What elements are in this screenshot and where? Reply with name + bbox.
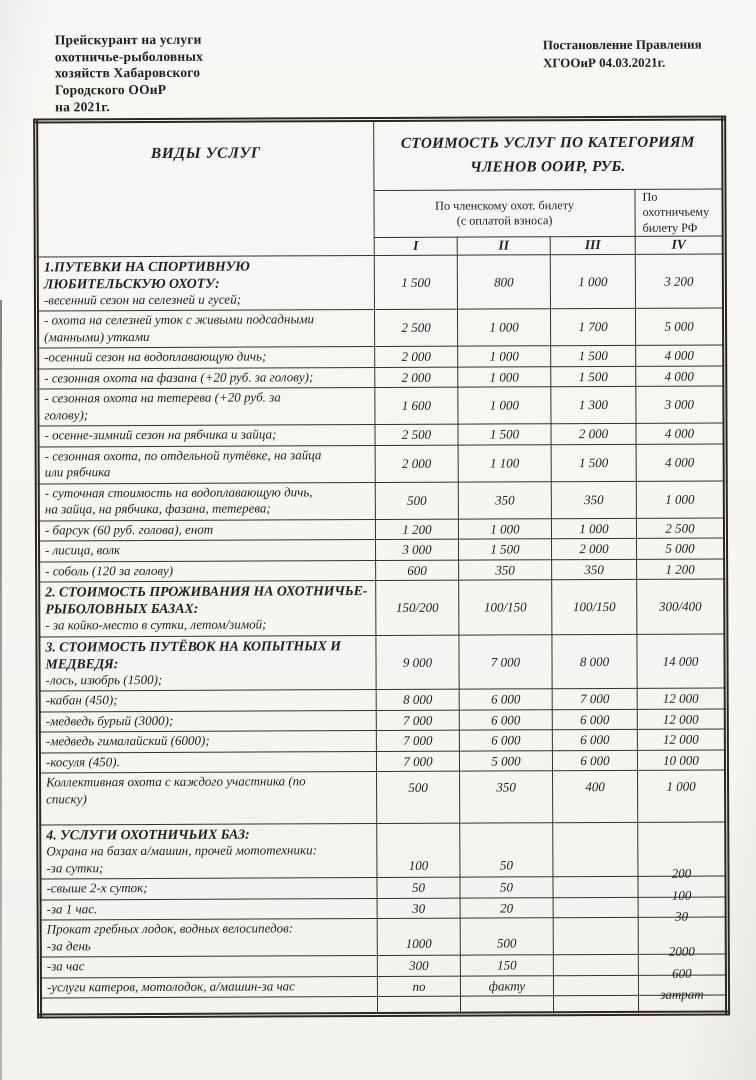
service-cell — [39, 898, 377, 920]
resolution-line: Постановление Правления — [542, 36, 702, 53]
price-cell-category-4: затрат — [638, 975, 727, 996]
price-cell-category-3: 1 500 — [551, 366, 636, 387]
price-cell-category-1: 2 000 — [375, 445, 458, 482]
price-cell-category-1: 1 600 — [375, 387, 458, 424]
price-table-header — [36, 118, 725, 257]
price-table — [33, 115, 730, 1018]
price-cell-category-4: 5 000 — [635, 308, 724, 345]
service-cell — [39, 997, 377, 1016]
table-row — [37, 444, 725, 484]
service-description: -свыше 2-х суток; — [46, 880, 148, 896]
cost-header-line: СТОИМОСТЬ УСЛУГ ПО КАТЕГОРИЯМ — [400, 134, 695, 153]
member-ticket-group-header — [374, 189, 635, 237]
service-cell — [38, 635, 376, 691]
price-cell-category-2: 1 000 — [457, 309, 550, 346]
price-cell-category-3: 1 500 — [551, 444, 636, 481]
service-cell — [37, 425, 375, 447]
price-cell-category-4: 1 000 — [638, 770, 727, 822]
member-ticket-line: (с оплатой взноса) — [456, 213, 553, 228]
price-cell-category-3: 7 000 — [552, 689, 637, 710]
price-cell-category-3: 6 000 — [552, 709, 637, 730]
resolution-note — [543, 36, 702, 72]
price-cell-category-2: факту — [460, 975, 553, 996]
price-cell-category-3: 350 — [552, 559, 637, 580]
price-cell-category-2: 20 — [460, 897, 553, 918]
price-cell-category-3 — [553, 996, 638, 1014]
service-description: - сезонная охота на фазана (+20 руб. за голову); — [44, 369, 314, 386]
table-row — [39, 822, 727, 879]
service-description: - барсук (60 руб. голова), енот — [44, 521, 214, 538]
price-cell-category-1: 1000 — [377, 918, 460, 955]
service-description: - за койко-место в сутки, летом/зимой; — [45, 616, 267, 633]
service-cell — [38, 540, 376, 562]
document-title — [55, 32, 204, 116]
service-description: Коллективная охота с каждого участника (по списку) — [46, 773, 306, 807]
price-cell-category-1: 3 000 — [375, 539, 458, 560]
price-cell-category-2: 1 500 — [458, 424, 551, 445]
price-cell-category-1: 2 000 — [375, 346, 458, 367]
price-cell-category-3: 1 000 — [550, 254, 635, 309]
service-cell — [37, 367, 375, 389]
rf-ticket-group-header — [635, 189, 724, 236]
service-description: Прокат гребных лодок, водных велосипедов: -за день — [46, 920, 294, 954]
col-header-category-2: II — [457, 236, 550, 254]
service-description: - осенне-зимний сезон на рябчика и зайца; — [44, 426, 277, 443]
service-cell — [39, 878, 377, 900]
price-cell-category-2: 100/150 — [459, 580, 552, 635]
col-header-category-4: IV — [635, 236, 724, 254]
price-cell-category-1: 2 500 — [374, 309, 457, 346]
document-title-line: охотничье-рыболовных — [54, 48, 204, 65]
price-cell-category-3 — [553, 823, 638, 877]
price-cell-category-4: 600 — [638, 954, 727, 975]
price-table-body — [36, 254, 727, 1016]
service-cell — [37, 519, 375, 541]
price-cell-category-3: 400 — [553, 771, 638, 823]
col-header-category-1: I — [374, 237, 457, 255]
price-cell-category-2: 150 — [460, 955, 553, 976]
service-cell — [36, 255, 374, 311]
price-cell-category-1: 8 000 — [376, 689, 459, 710]
price-cell-category-3 — [553, 955, 638, 976]
price-cell-category-2: 6 000 — [459, 709, 552, 730]
table-row — [39, 995, 727, 1016]
price-cell-category-2: 1 500 — [458, 539, 551, 560]
price-cell-category-4: 14 000 — [637, 634, 726, 689]
price-cell-category-1: 150/200 — [376, 580, 459, 635]
price-cell-category-4: 1 200 — [637, 559, 726, 580]
price-cell-category-2: 1 000 — [458, 366, 551, 387]
price-cell-category-3: 8 000 — [552, 634, 637, 689]
price-cell-category-1: 30 — [377, 898, 460, 919]
price-cell-category-3: 1 000 — [551, 518, 636, 539]
table-row — [38, 579, 726, 637]
service-description: -косуля (450). — [45, 753, 120, 770]
price-cell-category-2: 1 000 — [458, 387, 551, 424]
price-cell-category-1: 7 000 — [376, 730, 459, 751]
service-description — [47, 998, 373, 999]
price-cell-category-2: 50 — [460, 823, 553, 877]
service-description: -лось, изюбрь (1500); — [45, 671, 163, 688]
service-description: - охота на селезней уток с живыми подсадными (манными) утками — [44, 311, 315, 345]
price-cell-category-3 — [553, 918, 638, 955]
price-cell-category-1: 7 000 — [376, 710, 459, 731]
service-cell — [38, 560, 376, 582]
price-cell-category-3: 100/150 — [552, 580, 637, 635]
table-row — [38, 634, 726, 692]
service-description: -осенний сезон на водоплавающую дичь; — [44, 348, 267, 365]
service-cell — [38, 581, 376, 637]
price-cell-category-2: 1 100 — [458, 444, 551, 481]
price-cell-category-3: 1 500 — [551, 346, 636, 367]
price-cell-category-2: 5 000 — [459, 750, 552, 771]
price-cell-category-2: 350 — [459, 559, 552, 580]
service-description: -за 1 час. — [46, 900, 98, 917]
price-cell-category-4: 2 500 — [636, 518, 725, 539]
cost-column-header — [374, 118, 724, 191]
service-description: -кабан (450); — [45, 692, 118, 708]
price-cell-category-2: 50 — [460, 877, 553, 898]
service-cell — [39, 919, 377, 957]
document-title-line: на 2021г. — [55, 99, 110, 115]
price-cell-category-2: 7 000 — [459, 634, 552, 689]
price-cell-category-3 — [553, 975, 638, 996]
service-description: -весенний сезон на селезней и гусей; — [43, 291, 242, 308]
price-cell-category-2: 1 000 — [458, 518, 551, 539]
price-cell-category-4: 200 — [638, 822, 727, 876]
table-row — [37, 386, 725, 426]
service-section-heading: 2. СТОИМОСТЬ ПРОЖИВАНИЯ НА ОХОТНИЧЬЕ-РЫБОЛОВНЫХ БАЗАХ: — [45, 583, 368, 617]
price-cell-category-4: 12 000 — [637, 688, 726, 709]
price-cell-category-4: 12 000 — [637, 729, 726, 750]
service-description: - соболь (120 за голову) — [45, 562, 174, 579]
service-cell — [38, 731, 376, 753]
price-cell-category-4: 10 000 — [637, 750, 726, 771]
service-description: - сезонная охота на тетерева (+20 руб. за голову); — [44, 389, 281, 423]
price-cell-category-1 — [377, 996, 460, 1014]
document-title-line: Прейскурант на услуги — [54, 31, 202, 48]
resolution-line: ХГООиР 04.03.2021г. — [542, 54, 666, 70]
price-cell-category-3: 1 700 — [550, 309, 635, 346]
service-cell — [37, 347, 375, 369]
price-cell-category-3 — [553, 877, 638, 898]
table-row — [39, 917, 727, 957]
price-cell-category-2 — [460, 996, 553, 1014]
price-cell-category-2: 350 — [460, 771, 553, 823]
service-description: - лисица, волк — [45, 542, 121, 558]
service-description: -медведь гималайский (6000); — [45, 732, 210, 749]
rf-ticket-line: билету РФ — [642, 220, 698, 235]
price-cell-category-1: 50 — [377, 877, 460, 898]
service-cell — [38, 710, 376, 732]
service-description: - сезонная охота, по отдельной путёвке, на зайца или рябчика — [44, 446, 322, 480]
price-cell-category-1: 500 — [377, 771, 460, 823]
price-cell-category-3: 2 000 — [551, 539, 636, 560]
price-cell-category-1: 2 000 — [375, 367, 458, 388]
price-cell-category-4: 300/400 — [637, 579, 726, 634]
price-cell-category-4: 30 — [638, 897, 727, 918]
services-column-header: ВИДЫ УСЛУГ — [36, 120, 375, 257]
price-cell-category-3: 350 — [551, 481, 636, 518]
document-title-line: хозяйств Хабаровского — [54, 65, 201, 81]
service-cell — [39, 772, 377, 825]
price-cell-category-1: по — [377, 976, 460, 997]
price-cell-category-4: 4 000 — [636, 444, 725, 481]
table-row — [36, 254, 724, 312]
price-cell-category-4: 1 000 — [636, 481, 725, 518]
price-cell-category-1: 500 — [375, 482, 458, 519]
price-cell-category-4: 3 200 — [635, 254, 724, 309]
price-cell-category-3: 6 000 — [552, 730, 637, 751]
price-cell-category-4: 4 000 — [636, 366, 725, 387]
price-cell-category-3 — [553, 897, 638, 918]
service-description: -за час — [46, 958, 85, 974]
table-row — [36, 308, 724, 348]
rf-ticket-line: По охотничьему — [642, 189, 710, 220]
price-cell-category-4: 5 000 — [636, 538, 725, 559]
service-cell — [36, 310, 374, 348]
service-cell — [37, 445, 375, 483]
service-section-heading: 1.ПУТЕВКИ НА СПОРТИВНУЮ ЛЮБИТЕЛЬСКУЮ ОХОТУ: — [43, 258, 250, 292]
col-header-category-3: III — [550, 236, 635, 254]
service-description: -услуги катеров, мотолодок, а/машин-за час — [46, 978, 295, 995]
service-section-heading: 4. УСЛУГИ ОХОТНИЧЬИХ БАЗ: — [46, 826, 250, 843]
price-cell-category-4: 2000 — [638, 917, 727, 954]
price-cell-category-2: 6 000 — [459, 730, 552, 751]
service-cell — [38, 690, 376, 712]
service-description: -медведь бурый (3000); — [45, 712, 174, 729]
price-cell-category-1: 600 — [376, 560, 459, 581]
service-cell — [37, 388, 375, 426]
price-cell-category-1: 1 200 — [375, 519, 458, 540]
price-cell-category-1: 300 — [377, 955, 460, 976]
service-cell — [39, 976, 377, 998]
price-cell-category-1: 7 000 — [376, 751, 459, 772]
cost-header-line: ЧЛЕНОВ ООИР, РУБ. — [470, 157, 626, 176]
price-cell-category-1: 1 500 — [374, 255, 457, 310]
price-cell-category-4: 3 000 — [636, 386, 725, 423]
price-cell-category-2: 6 000 — [459, 689, 552, 710]
price-cell-category-1: 9 000 — [376, 635, 459, 690]
price-cell-category-4: 12 000 — [637, 709, 726, 730]
price-cell-category-4: 100 — [638, 876, 727, 897]
service-description: Охрана на базах а/машин, прочей мототехники: -за сутки; — [46, 842, 317, 876]
price-cell-category-4: 4 000 — [636, 345, 725, 366]
document-title-line: Городского ООиР — [55, 82, 167, 98]
price-cell-category-2: 1 000 — [458, 346, 551, 367]
service-description: - суточная стоимость на водоплавающую дичь, на зайца, на рябчика, фазана, тетерева; — [44, 484, 313, 517]
table-row — [39, 770, 727, 825]
service-cell — [39, 824, 377, 879]
service-cell — [37, 482, 375, 520]
table-row — [37, 481, 725, 521]
price-cell-category-1: 2 500 — [375, 424, 458, 445]
price-cell-category-2: 500 — [460, 918, 553, 955]
service-section-heading: 3. СТОИМОСТЬ ПУТЁВОК НА КОПЫТНЫХ И МЕДВЕДЯ: — [45, 637, 342, 672]
service-cell — [38, 751, 376, 773]
price-cell-category-1: 100 — [377, 823, 460, 877]
service-cell — [39, 956, 377, 978]
price-cell-category-3: 1 300 — [551, 387, 636, 424]
price-cell-category-3: 6 000 — [552, 750, 637, 771]
price-cell-category-2: 800 — [457, 254, 550, 309]
price-cell-category-4: 4 000 — [636, 423, 725, 444]
price-cell-category-2: 350 — [458, 481, 551, 518]
price-cell-category-3: 2 000 — [551, 424, 636, 445]
member-ticket-line: По членскому охот. билету — [435, 197, 574, 213]
